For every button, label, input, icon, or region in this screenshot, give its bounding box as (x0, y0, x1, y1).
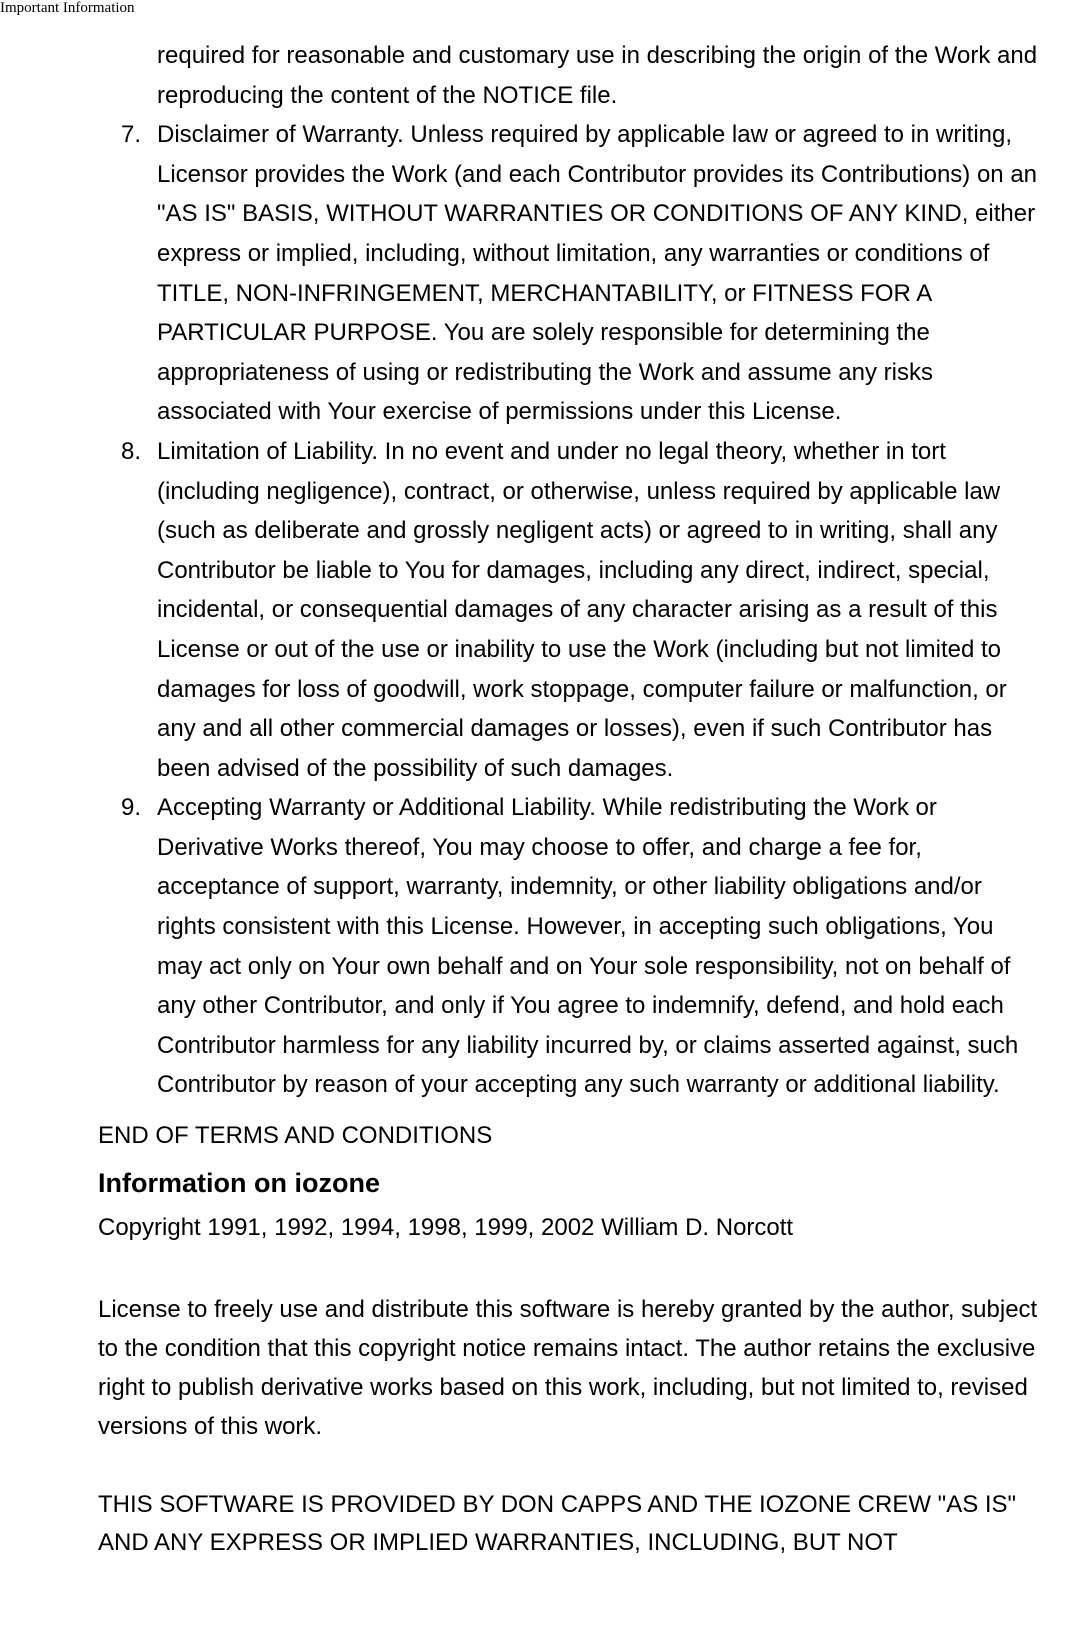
list-item (0, 36, 1089, 115)
list-item (0, 115, 1089, 432)
license-paragraph: License to freely use and distribute this software is hereby granted by the author, subject to the condition that this copyright notice remains intact. The author retains the exclusive right to publish derivative works based on this work, including, but not limited to, revised versions of this work. (98, 1296, 1038, 1441)
disclaimer-paragraph: THIS SOFTWARE IS PROVIDED BY DON CAPPS AND THE IOZONE CREW "AS IS" AND ANY EXPRESS OR IMPLIED WARRANTIES, INCLUDING, BUT NOT (98, 1491, 1017, 1557)
list-item-text: required for reasonable and customary use in describing the origin of the Work and reproducing the content of the NOTICE file. (157, 42, 1038, 109)
list-item-number: 8. (120, 437, 141, 465)
list-item (0, 788, 1089, 1105)
list-item-number: 7. (120, 121, 141, 149)
section-heading: Information on iozone (98, 1168, 380, 1199)
list-item-number: 9. (120, 794, 141, 822)
list-item-text: Limitation of Liability. In no event and under no legal theory, whether in tort (including negligence), contract, or otherwise, unless required by applicable law (such as deliberate and grossly negligent acts) or agreed to in writing, shall any Contributor be liable to You for damages, including any direct, indirect, special, incidental, or consequential damages of any character arising as a result of this License or out of the use or inability to use the Work (including but not limited to damages for loss of goodwill, work stoppage, computer failure or malfunction, or any and all other commercial damages or losses), even if such Contributor has been advised of the possibility of such damages. (157, 437, 1007, 782)
page-header-title: Important Information (0, 0, 135, 16)
list-item-text: Accepting Warranty or Additional Liability. While redistributing the Work or Derivative Works thereof, You may choose to offer, and charge a fee for, acceptance of support, warranty, indemnity, or other liability obligations and/or rights consistent with this License. However, in accepting such obligations, You may act only on Your own behalf and on Your sole responsibility, not on behalf of any other Contributor, and only if You agree to indemnify, defend, and hold each Contributor harmless for any liability incurred by, or claims asserted against, such Contributor by reason of your accepting any such warranty or additional liability. (157, 794, 1019, 1099)
list-item (0, 432, 1089, 788)
license-terms-list (0, 36, 1089, 1105)
copyright-notice: Copyright 1991, 1992, 1994, 1998, 1999, 2002 William D. Norcott (98, 1214, 794, 1242)
document-body (0, 36, 1089, 1562)
list-item-text: Disclaimer of Warranty. Unless required by applicable law or agreed to in writing, Licensor provides the Work (and each Contributor provides its Contributions) on an "AS IS" BASIS, WITHOUT WARRANTIES OR CONDITIONS OF ANY KIND, either express or implied, including, without limitation, any warranties or conditions of TITLE, NON-INFRINGEMENT, MERCHANTABILITY, or FITNESS FOR A PARTICULAR PURPOSE. You are solely responsible for determining the appropriateness of using or redistributing the Work and assume any risks associated with Your exercise of permissions under this License. (157, 121, 1038, 426)
end-of-terms: END OF TERMS AND CONDITIONS (98, 1122, 493, 1150)
